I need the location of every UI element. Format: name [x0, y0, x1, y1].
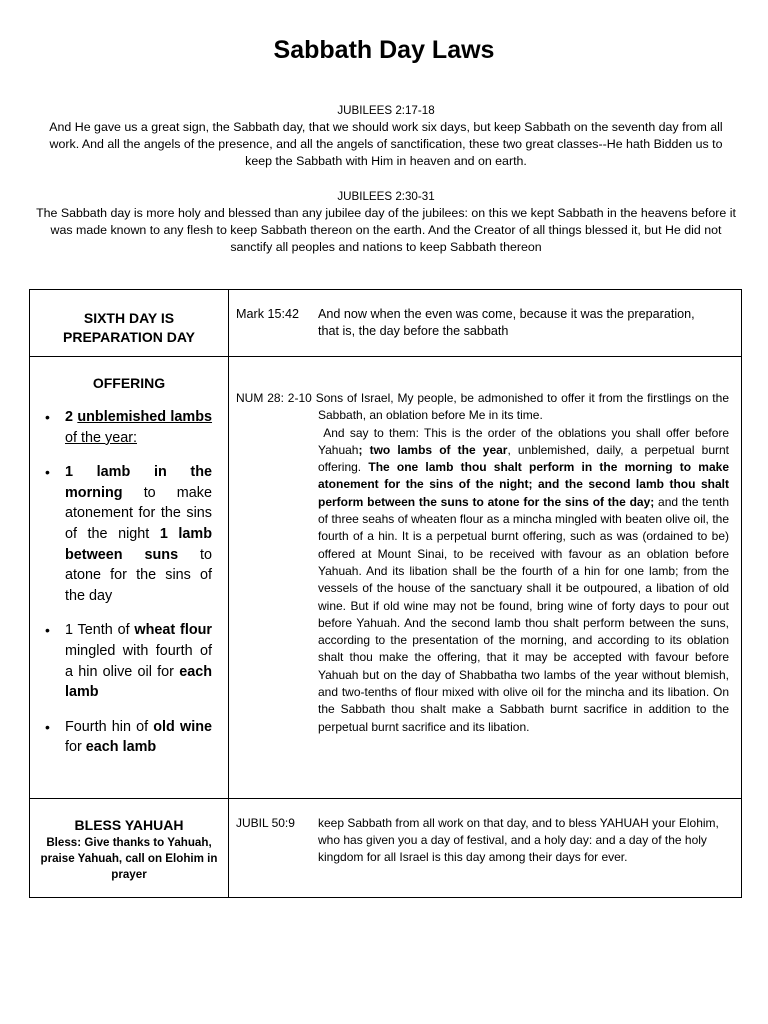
- bless-description: Bless: Give thanks to Yahuah, praise Yahuah, call on Elohim in prayer: [40, 836, 218, 881]
- table-row-preparation: [30, 290, 742, 357]
- offering-scripture-cell: [229, 357, 742, 799]
- heading-line: PREPARATION DAY: [63, 329, 195, 345]
- scripture-reference: Mark 15:42: [236, 307, 299, 321]
- heading-line: SIXTH DAY IS: [83, 310, 175, 326]
- intro-text: The Sabbath day is more holy and blessed than any jubilee day of the jubilees: on this we kept Sabbath in the heavens before it was made known to any flesh to keep Sabbath thereon on the earth. And the Creator of all things blessed it, but He did not sanctify all peoples and nations to keep Sabbath thereon: [36, 206, 736, 254]
- scripture-text: Sons of Israel, My people, be admonished to offer it from the firstlings on the Sabbath, an oblation before Me in its time.: [315, 391, 729, 423]
- intro-passage-jubilees-2-17: [36, 102, 736, 170]
- offering-heading: OFFERING: [92, 375, 166, 391]
- preparation-heading-cell: [30, 290, 229, 357]
- table-row-bless: [30, 799, 742, 898]
- intro-passage-jubilees-2-30: [36, 188, 736, 256]
- offering-cell: [30, 357, 229, 799]
- scripture-reference: JUBIL 50:9: [236, 816, 295, 830]
- scripture-body: And say to them: This is the order of the oblations you shall offer before Yahuah; two lambs of the year, unblemished, daily, a perpetual burnt offering. The one lamb thou shalt perform in the morning to make atonement for the sins of the night; and the second lamb thou shalt perform between the suns to atone for the sins of the day; and the tenth of three seahs of wheaten flour as a mincha mingled with beaten olive oil, the fourth of a hin. It is a perpetual burnt offering, such as was (ordained to be) offered at Mount Sinai, to be received with favour as an oblation before Yahuah. And its libation shall be the fourth of a hin for one lamb; from the vessels of the house of the sanctuary shall it be outpoured, a libation of old wine. But if old wine may not be found, bring wine of forty days to pour out before Yahuah. And the second lamb thou shalt perform between the suns, according to the presentation of the morning, and according to its oblation shalt thou make the offering, that it may be accepted with favour before Yahuah but on the day of Shabbatha two lambs of the year without blemish, and two-tenths of flour mixed with olive oil for the mincha and its libation. On the Sabbath thou shalt make a Sabbath burnt sacrifice in addition to the perpetual burnt sacrifice and its libation.: [318, 425, 730, 734]
- table-row-offering: [30, 357, 742, 799]
- bless-cell: [30, 799, 229, 898]
- sabbath-laws-table: [29, 289, 742, 898]
- intro-reference: JUBILEES 2:30-31: [337, 190, 435, 203]
- list-item: • 2 unblemished lambs of the year:: [44, 407, 212, 448]
- scripture-first-paragraph: [236, 390, 729, 425]
- scripture-reference: NUM 28: 2-10: [236, 391, 312, 405]
- offering-list: [30, 407, 228, 758]
- list-item: • 1 Tenth of wheat flour mingled with fourth of a hin olive oil for each lamb: [44, 620, 212, 702]
- list-item: • 1 lamb in the morning to make atonement for the sins of the night 1 lamb between suns to atone for the sins of the day: [44, 462, 212, 606]
- page-title: Sabbath Day Laws: [273, 36, 495, 64]
- scripture-text: keep Sabbath from all work on that day, and to bless YAHUAH your Elohim, who has given you a day of festival, and a holy day: and a day of the holy kingdom for all Israel is this day among their days for ever.: [318, 816, 719, 864]
- bless-heading: BLESS YAHUAH: [74, 817, 184, 833]
- preparation-scripture-cell: [229, 290, 742, 357]
- intro-reference: JUBILEES 2:17-18: [337, 104, 435, 117]
- preparation-heading: [30, 290, 228, 347]
- list-item: • Fourth hin of old wine for each lamb: [44, 717, 212, 758]
- scripture-text: And now when the even was come, because it was the preparation, that is, the day before the sabbath: [318, 307, 695, 338]
- bless-scripture-cell: [229, 799, 742, 898]
- intro-text: And He gave us a great sign, the Sabbath day, that we should work six days, but keep Sabbath on the seventh day from all work. And all the angels of the presence, and all the angels of sanctification, these two great classes--He hath Bidden us to keep the Sabbath with Him in heaven and on earth.: [49, 120, 723, 168]
- numbers-28-passage: [229, 357, 741, 736]
